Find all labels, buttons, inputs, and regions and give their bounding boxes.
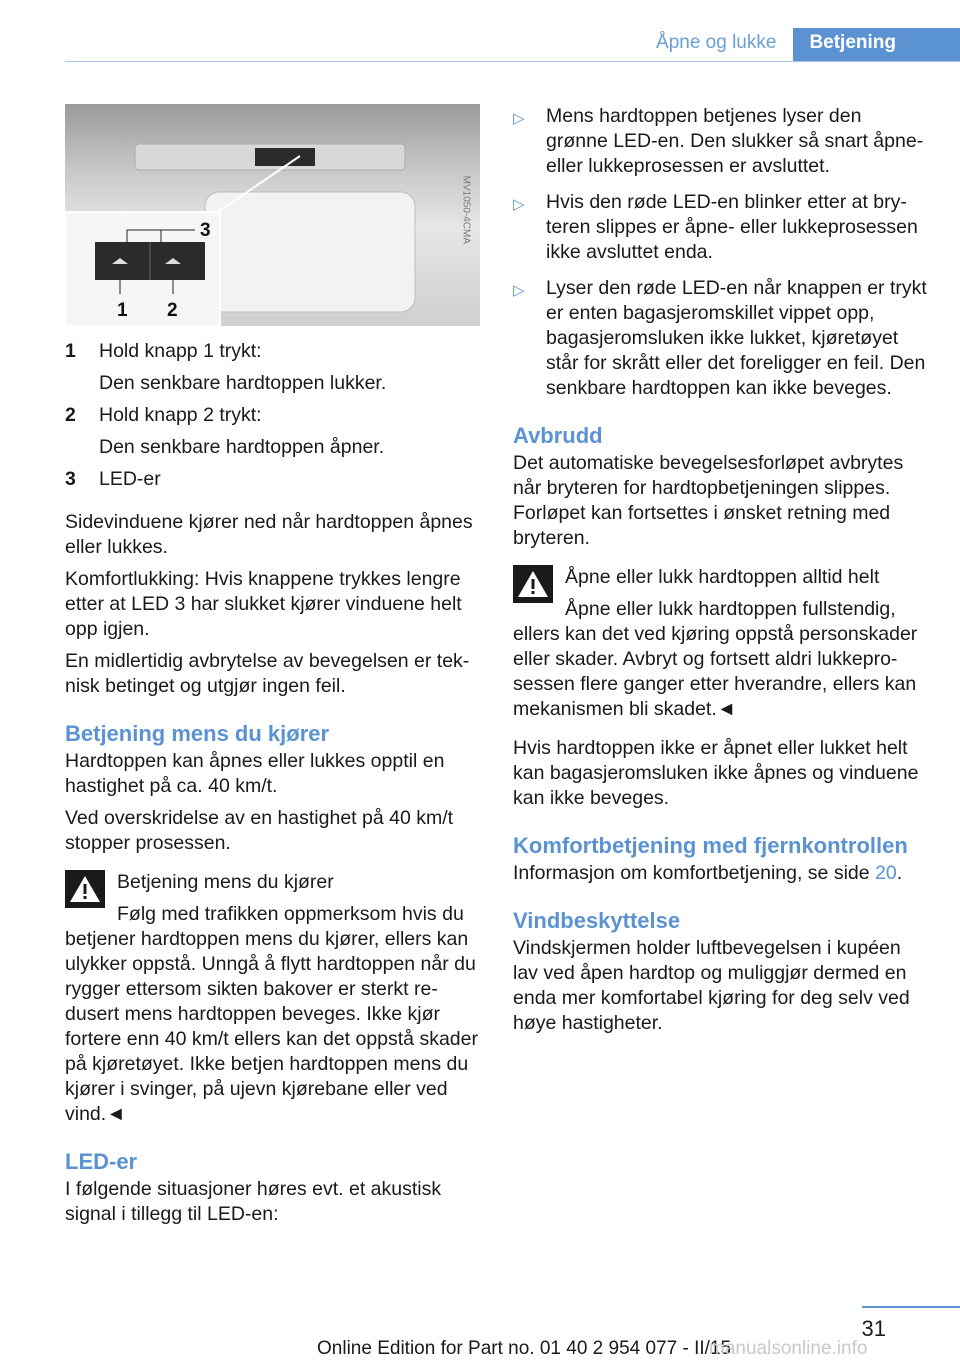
warning-text: Følg med trafikken oppmerksom hvis du betjener hardtoppen mens du kjører, ellers kan ulykker oppstå. Unngå å flytt hardtoppen når du rygger ettersom sikten bakover er sterkt redusert mens hardtoppen beveges. Ikke kjør fortere enn 40 km/t ellers kan det oppstå skader på kjøretøyet. Ikke betjen hardtoppen mens du kjører i svinger, på ujevn kjørebane eller ved vind.◄ (65, 903, 478, 1125)
paragraph: En midlertidig avbrytelse av bevegelsen er teknisk betinget og utgjør ingen feil. (65, 650, 470, 697)
legend-sub: Den senkbare hardtoppen lukker. (99, 372, 387, 394)
left-column (65, 104, 480, 1234)
paragraph: I følgende situasjoner høres evt. et akustisk signal i tillegg til LED-en: (65, 1178, 442, 1225)
heading-wind: Vindbeskyttelse (513, 908, 681, 933)
footer-rule (862, 1306, 960, 1308)
heading-led: LED-er (65, 1149, 138, 1174)
legend-number: 1 (65, 340, 76, 362)
warning-icon (513, 565, 553, 603)
warning-title: Åpne eller lukk hardtoppen alltid helt (565, 566, 880, 588)
paragraph: Vindskjermen holder luftbevegelsen i kupéen lav ved åpen hardtop og muliggjør dermed en enda mer komfortabel kjøring for deg selv ved høye hastigheter. (513, 937, 910, 1034)
right-column (513, 104, 927, 1043)
callout-1: 1 (117, 300, 128, 321)
paragraph: Det automatiske bevegelsesforløpet avbrytes når bryteren for hardtopbetjeningen slippes. Forløpet kan fortsettes i ønsket retning med bryteren. (513, 452, 904, 549)
header-tabs (656, 28, 960, 61)
list-item-text: Mens hardtoppen betjenes lyser den grønne LED-en. Den slukker så snart åpne- eller lukkeprosessen er avsluttet. (546, 105, 924, 177)
legend-number: 2 (65, 404, 76, 426)
warning-block (65, 870, 480, 1127)
header-section-tab[interactable]: Åpne og lukke (656, 32, 777, 53)
paragraph: Hvis hardtoppen ikke er åpnet eller lukket helt kan bagasjeromsluken ikke åpnes og vinduene kan ikke beveges. (513, 737, 919, 809)
callout-3: 3 (200, 220, 211, 241)
hardtop-switch-photo (65, 104, 480, 326)
triangle-bullet-icon: ▷ (513, 282, 525, 299)
paragraph: Hardtoppen kan åpnes eller lukkes opptil en hastighet på ca. 40 km/t. (65, 750, 445, 797)
legend-text: Hold knapp 2 trykt: (99, 404, 262, 426)
led-bullet-list (513, 104, 927, 401)
warning-text: Åpne eller lukk hardtoppen fullstendig, ellers kan det ved kjøring oppstå personskader eller skader. Avbryt og fortsett aldri lukkeprosessen flere ganger etter hverandre, ellers kan mekanismen bli skadet.◄ (513, 598, 918, 720)
paragraph-remote (513, 861, 927, 886)
legend-item (65, 467, 480, 492)
edition-note: Online Edition for Part no. 01 40 2 954 077 - II/15 (317, 1338, 732, 1359)
triangle-bullet-icon: ▷ (513, 110, 525, 127)
warning-title: Betjening mens du kjører (117, 871, 334, 893)
watermark: manualsonline.info (709, 1338, 868, 1359)
page-number: 31 (861, 1316, 886, 1341)
list-item (513, 190, 927, 265)
legend-number: 3 (65, 468, 76, 490)
legend-item (65, 339, 480, 396)
page-reference-link[interactable]: 20 (875, 862, 897, 884)
paragraph-text: Informasjon om komfortbetjening, se side (513, 862, 876, 884)
callout-2: 2 (167, 300, 178, 321)
list-item-text: Lyser den røde LED-en når knappen er trykt er enten bagasjeromskillet vippet opp, bagasjeromsluken ikke lukket, kjøretøyet står for skrått eller det foreligger en feil. Den senkbare hardtoppen kan ikke beveges. (546, 277, 927, 399)
paragraph: Komfortlukking: Hvis knappene trykkes lengre etter at LED 3 har slukket kjører vinduene helt opp igjen. (65, 568, 462, 640)
warning-block (513, 565, 927, 722)
paragraph-text-end: . (896, 862, 903, 884)
triangle-bullet-icon: ▷ (513, 196, 525, 213)
legend-sub: Den senkbare hardtoppen åpner. (99, 436, 385, 458)
list-item (513, 104, 927, 179)
heading-remote: Komfortbetjening med fjernkontrollen (513, 833, 908, 858)
legend-text: LED-er (99, 468, 161, 490)
switch-illustration (65, 104, 480, 326)
heading-abort: Avbrudd (513, 423, 603, 448)
paragraph: Sidevinduene kjører ned når hardtoppen åpnes eller lukkes. (65, 511, 473, 558)
paragraph: Ved overskridelse av en hastighet på 40 km/t stopper prosessen. (65, 807, 454, 854)
list-item-text: Hvis den røde LED-en blinker etter at bryteren slippes er åpne- eller lukkeprosessen ikke avsluttet enda. (546, 191, 918, 263)
list-item (513, 276, 927, 401)
figure-code: MV1050-4CMA (460, 175, 471, 244)
legend-item (65, 403, 480, 460)
header-chapter-tab[interactable]: Betjening (793, 28, 960, 61)
legend-text: Hold knapp 1 trykt: (99, 340, 262, 362)
heading-driving: Betjening mens du kjører (65, 721, 330, 746)
warning-icon (65, 870, 105, 908)
header-rule (65, 61, 960, 62)
